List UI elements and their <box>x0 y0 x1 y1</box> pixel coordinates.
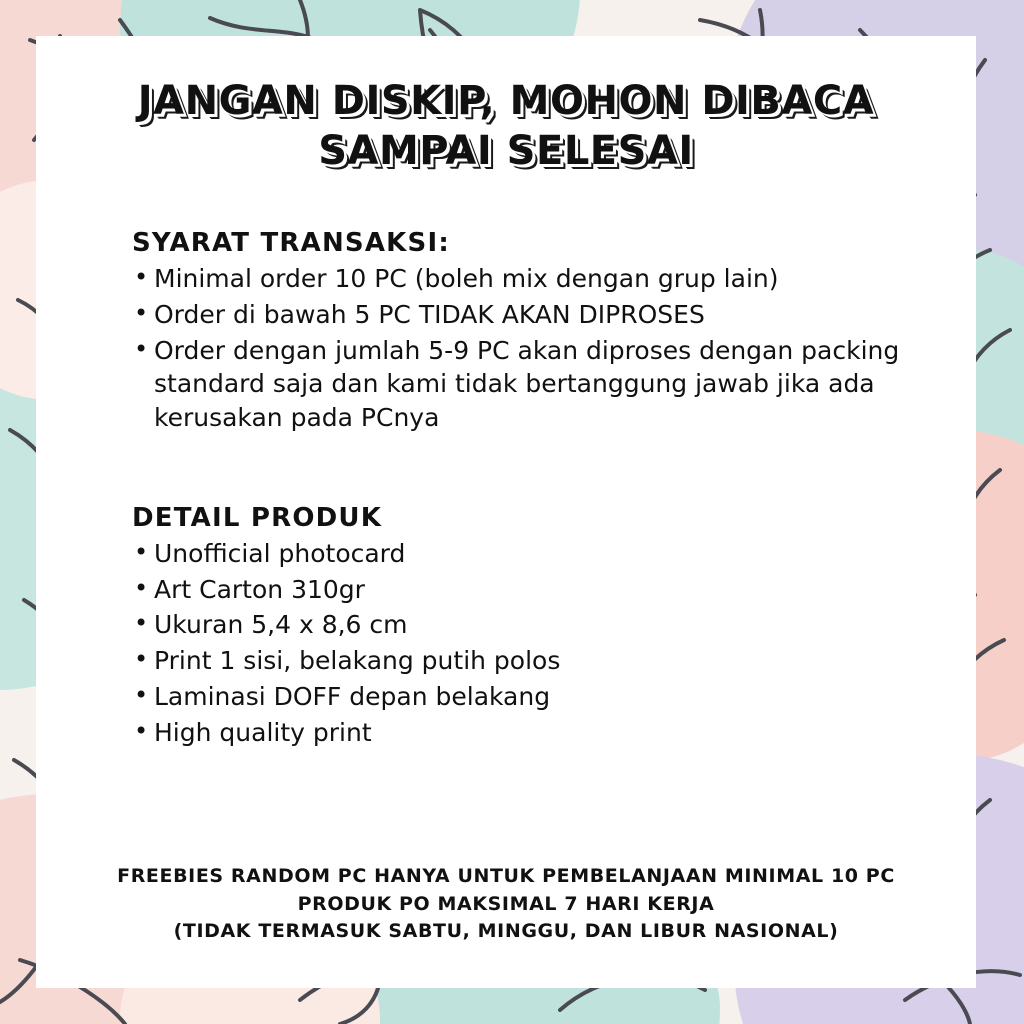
list-item: • Unofficial photocard <box>132 537 912 571</box>
footer-line-3: (TIDAK TERMASUK SABTU, MINGGU, DAN LIBUR NASIONAL) <box>173 920 839 943</box>
detail-list <box>132 537 912 750</box>
list-item: • Print 1 sisi, belakang putih polos <box>132 644 912 678</box>
list-item: • Order di bawah 5 PC TIDAK AKAN DIPROSES <box>132 298 912 332</box>
page-title-line-2: SAMPAI SELESAI <box>318 128 694 174</box>
page-title-line-1: JANGAN DISKIP, MOHON DIBACA <box>137 78 875 124</box>
footer-line-1: FREEBIES RANDOM PC HANYA UNTUK PEMBELANJAAN MINIMAL 10 PC <box>117 865 895 888</box>
footer-notes <box>80 863 932 946</box>
list-item: • Order dengan jumlah 5-9 PC akan diproses dengan packing standard saja dan kami tidak bertanggung jawab jika ada kerusakan pada PCnya <box>132 334 912 435</box>
list-item: • High quality print <box>132 716 912 750</box>
section-detail-produk <box>132 503 912 750</box>
section-title-syarat: SYARAT TRANSAKSI: <box>132 228 450 258</box>
syarat-list <box>132 262 912 435</box>
footer-line-2: PRODUK PO MAKSIMAL 7 HARI KERJA <box>297 892 715 915</box>
list-item: • Laminasi DOFF depan belakang <box>132 680 912 714</box>
section-title-detail: DETAIL PRODUK <box>132 502 383 533</box>
list-item: • Art Carton 310gr <box>132 573 912 607</box>
page-title <box>80 76 932 176</box>
list-item: • Minimal order 10 PC (boleh mix dengan grup lain) <box>132 262 912 296</box>
list-item: • Ukuran 5,4 x 8,6 cm <box>132 608 912 642</box>
info-card <box>36 36 976 988</box>
section-syarat-transaksi <box>132 228 912 435</box>
